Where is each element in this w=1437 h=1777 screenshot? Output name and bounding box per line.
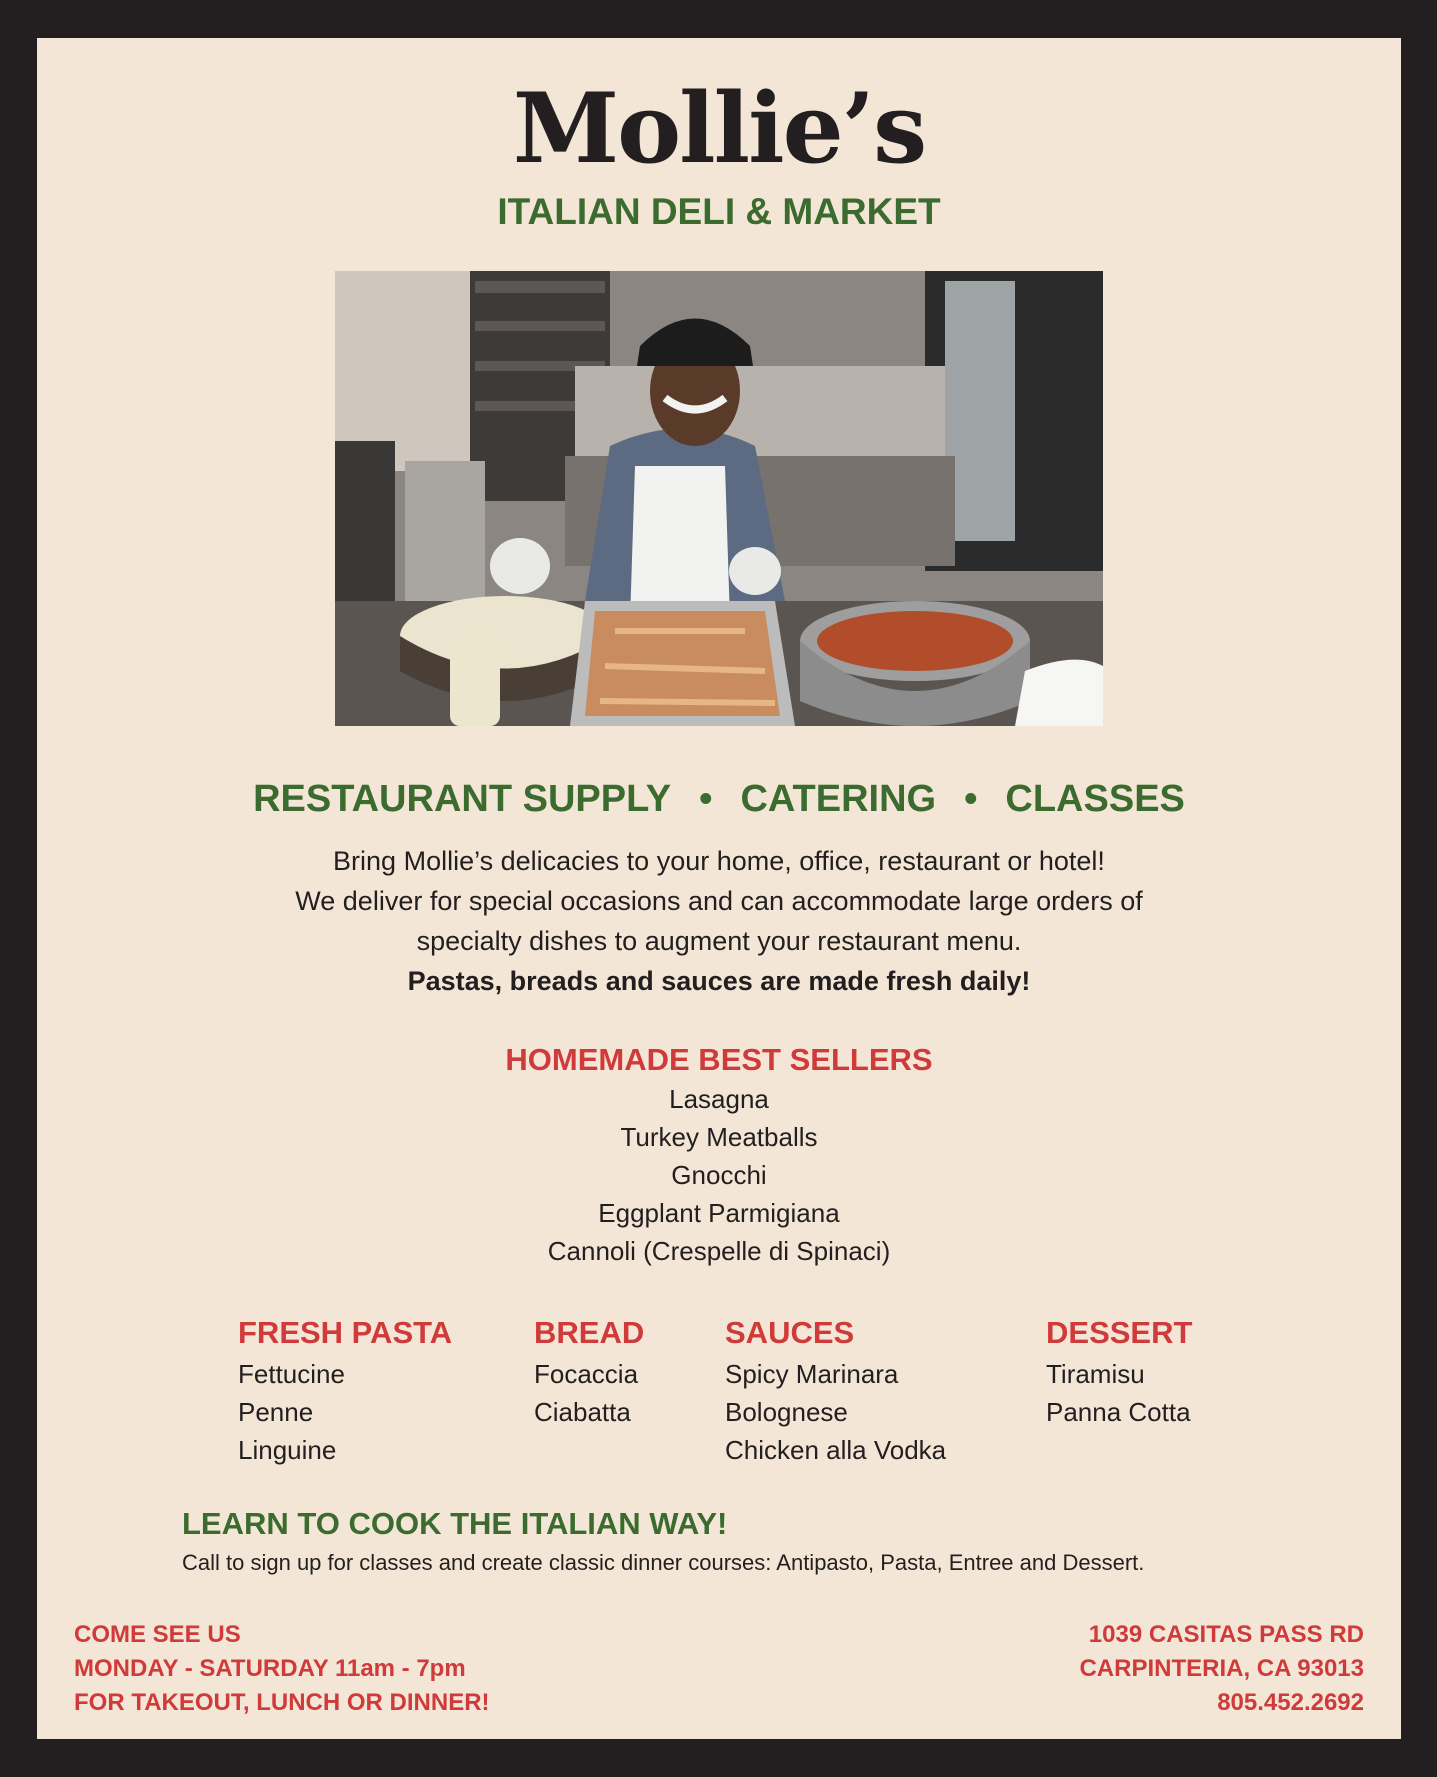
flyer-page <box>37 38 1401 1739</box>
service-separator: • <box>964 778 978 820</box>
fresh-pasta-column <box>238 1313 452 1469</box>
menu-item: Spicy Marinara <box>725 1359 899 1389</box>
service-classes: CLASSES <box>1005 778 1185 820</box>
chef-photo <box>335 271 1103 726</box>
best-seller-item: Eggplant Parmigiana <box>598 1198 840 1228</box>
service-restaurant-supply: RESTAURANT SUPPLY <box>253 778 672 820</box>
best-seller-item: Turkey Meatballs <box>620 1122 818 1152</box>
phone-number: 805.452.2692 <box>1217 1689 1364 1716</box>
best-sellers-heading: HOMEMADE BEST SELLERS <box>505 1042 933 1077</box>
footer-line: MONDAY - SATURDAY 11am - 7pm <box>74 1655 466 1682</box>
service-separator: • <box>699 778 713 820</box>
menu-item: Penne <box>238 1397 314 1427</box>
menu-item: Linguine <box>238 1435 337 1465</box>
fresh-pasta-heading: FRESH PASTA <box>238 1315 453 1350</box>
best-sellers-section <box>37 1040 1401 1270</box>
dessert-heading: DESSERT <box>1046 1315 1193 1350</box>
menu-item: Bolognese <box>725 1397 848 1427</box>
best-seller-item: Gnocchi <box>671 1160 767 1190</box>
classes-heading: LEARN TO COOK THE ITALIAN WAY! <box>182 1506 728 1541</box>
hours-block <box>74 1618 490 1720</box>
sauces-column <box>725 1313 946 1469</box>
menu-item: Chicken alla Vodka <box>725 1435 947 1465</box>
service-catering: CATERING <box>740 778 937 820</box>
address-block <box>1079 1618 1364 1720</box>
sauces-heading: SAUCES <box>725 1315 855 1350</box>
intro-line: We deliver for special occasions and can accommodate large orders of <box>295 886 1143 916</box>
brand-subtitle: ITALIAN DELI & MARKET <box>497 191 941 232</box>
footer-line: FOR TAKEOUT, LUNCH OR DINNER! <box>74 1689 490 1716</box>
best-seller-item: Lasagna <box>669 1084 769 1114</box>
dessert-column <box>1046 1313 1192 1431</box>
intro-line: Bring Mollie’s delicacies to your home, office, restaurant or hotel! <box>333 846 1105 876</box>
services-line <box>37 776 1401 822</box>
menu-item: Fettucine <box>238 1359 345 1389</box>
address-street: 1039 CASITAS PASS RD <box>1088 1621 1364 1648</box>
bread-column <box>534 1313 644 1431</box>
classes-text: Call to sign up for classes and create classic dinner courses: Antipasto, Pasta, Entree and Dessert. <box>182 1550 1145 1575</box>
intro-bold-line: Pastas, breads and sauces are made fresh daily! <box>407 966 1031 996</box>
classes-section <box>182 1504 1144 1580</box>
bread-heading: BREAD <box>534 1315 645 1350</box>
intro-line: specialty dishes to augment your restaurant menu. <box>416 926 1022 956</box>
best-seller-item: Cannoli (Crespelle di Spinaci) <box>547 1236 891 1266</box>
address-city: CARPINTERIA, CA 93013 <box>1079 1655 1364 1682</box>
menu-item: Ciabatta <box>534 1397 631 1427</box>
footer-line: COME SEE US <box>74 1621 241 1648</box>
intro-text <box>37 841 1401 1001</box>
menu-item: Focaccia <box>534 1359 639 1389</box>
menu-item: Panna Cotta <box>1046 1397 1191 1427</box>
menu-item: Tiramisu <box>1046 1359 1145 1389</box>
brand-title: Mollie’s <box>512 72 926 185</box>
